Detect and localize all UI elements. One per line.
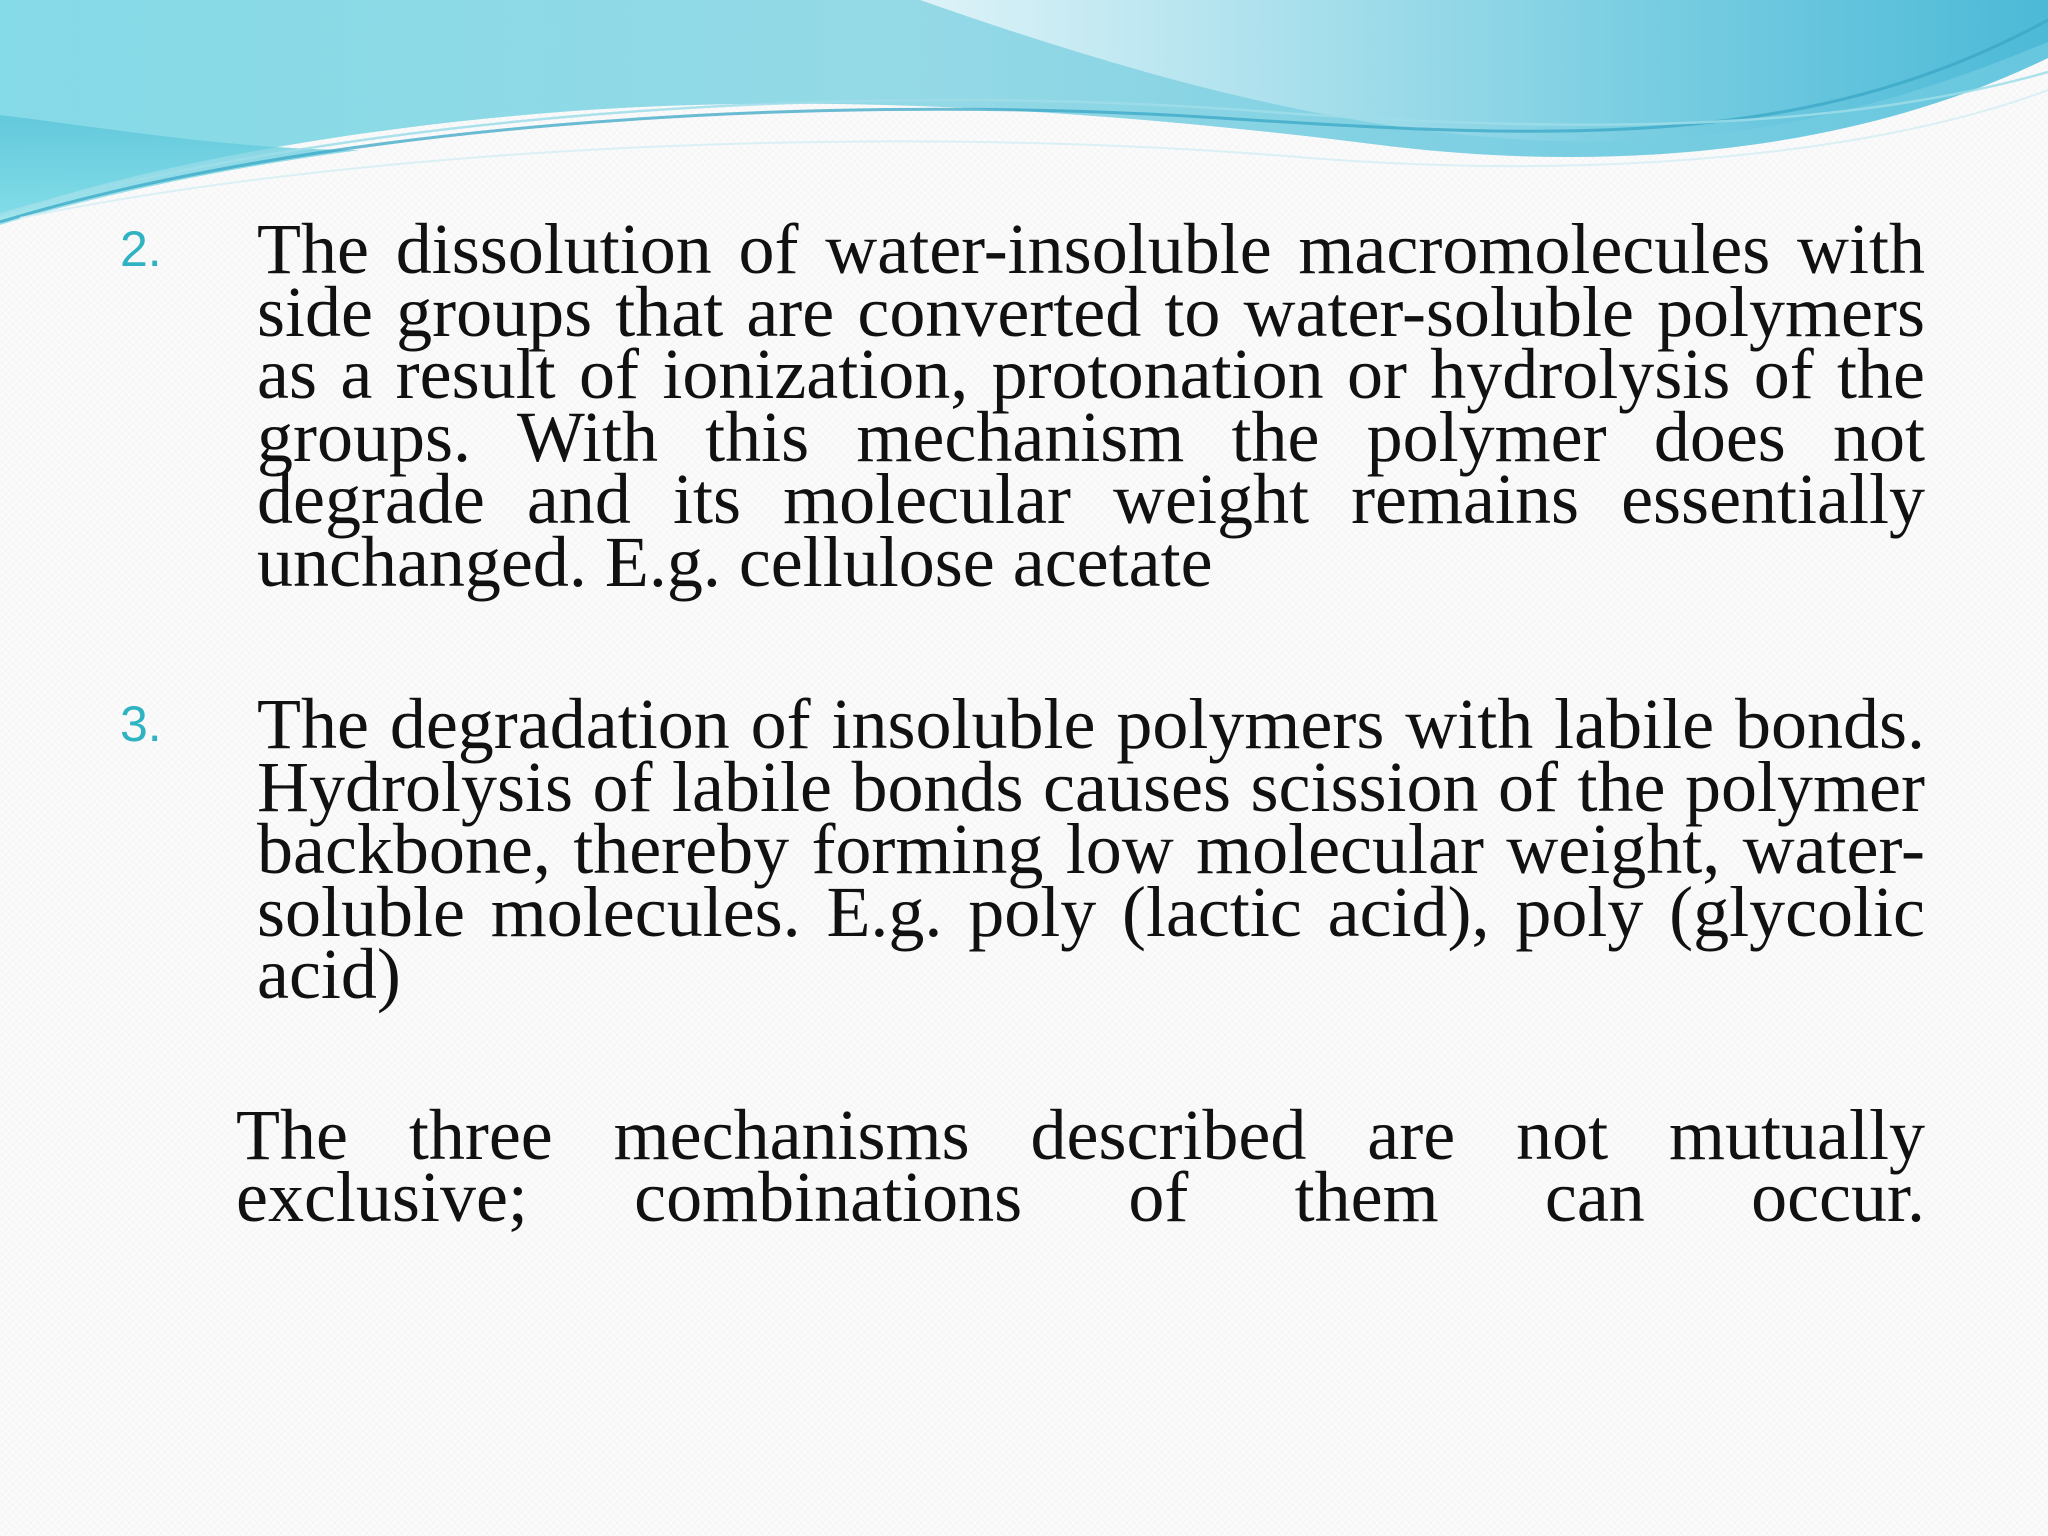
decorative-wave-header	[0, 0, 2048, 240]
list-item-number: 3.	[120, 696, 162, 752]
summary-note: The three mechanisms described are not mutually exclusive; combinations of them can occur.	[236, 1094, 1925, 1237]
list-item-number: 2.	[120, 221, 162, 277]
list-item-text: The dissolution of water-insoluble macromolecules with side groups that are converted to water-soluble polymers as a result of ionization, protonation or hydrolysis of the groups. With this mechanism the polymer does not degrade and its molecular weight remains essentially unchanged. E.g. cellulose acetate	[257, 209, 1925, 602]
list-item	[120, 209, 1925, 602]
slide-content	[120, 209, 1925, 1237]
list-item	[120, 684, 1925, 1014]
list-item-text: The degradation of insoluble polymers with labile bonds. Hydrolysis of labile bonds causes scission of the polymer backbone, thereby forming low molecular weight, water-soluble molecules. E.g. poly (lactic acid), poly (glycolic acid)	[257, 684, 1925, 1014]
